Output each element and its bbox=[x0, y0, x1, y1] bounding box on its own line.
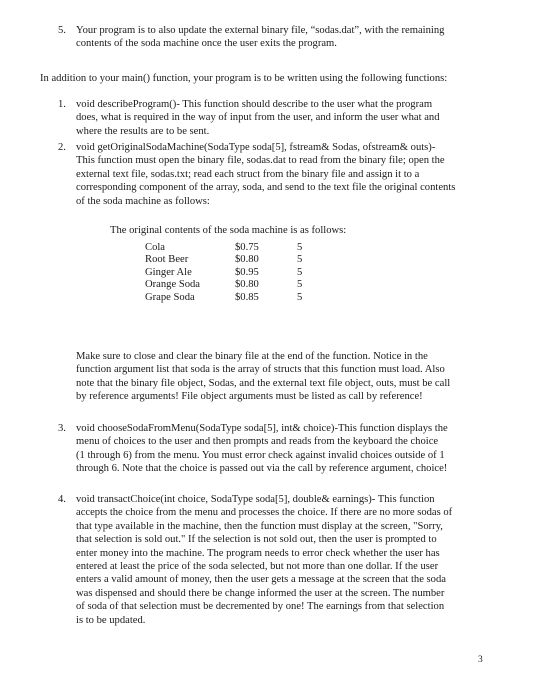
item-text bbox=[76, 422, 498, 476]
function-item-2 bbox=[58, 141, 498, 208]
text-line: that selection is sold out." If the selection is not sold out, then the user is prompted to bbox=[76, 534, 437, 546]
text-line: Your program is to also update the external binary file, “sodas.dat”, with the remaining bbox=[76, 25, 445, 36]
function-item-4 bbox=[58, 493, 498, 627]
function-item-1 bbox=[58, 98, 498, 138]
text-line: is to be updated. bbox=[76, 614, 146, 626]
soda-contents-heading: The original contents of the soda machine is as follows: bbox=[110, 225, 347, 236]
item-number: 1. bbox=[58, 99, 66, 110]
page-number: 3 bbox=[478, 655, 483, 665]
function-item-3 bbox=[58, 422, 498, 476]
text-line: function argument list that soda is the array of structs that this function must load. Also bbox=[76, 364, 445, 376]
text-line: contents of the soda machine once the user exits the program. bbox=[76, 38, 337, 50]
soda-quantity: 5 bbox=[297, 291, 303, 303]
text-line: void transactChoice(int choice, SodaType soda[5], double& earnings)- This function bbox=[76, 494, 435, 505]
text-line: menu of choices to the user and then prompts and reads from the keyboard the choice bbox=[76, 436, 439, 448]
text-line: that type available in the machine, then the function must display at the screen, "Sorry, bbox=[76, 520, 443, 532]
text-line: of soda of that selection must be decremented by one! The earnings from that selection bbox=[76, 601, 445, 613]
soda-price: $0.80 bbox=[235, 254, 259, 266]
text-line: Make sure to close and clear the binary file at the end of the function. Notice in the bbox=[76, 351, 428, 362]
soda-name: Ginger Ale bbox=[145, 266, 192, 278]
text-line: (1 through 6) from the menu. You must error check against invalid choices outside of 1 bbox=[76, 449, 445, 461]
table-row bbox=[145, 254, 317, 266]
table-row bbox=[145, 242, 317, 254]
soda-quantity: 5 bbox=[297, 254, 303, 266]
soda-quantity: 5 bbox=[297, 266, 303, 278]
item-number: 2. bbox=[58, 142, 66, 153]
item-number: 4. bbox=[58, 494, 66, 505]
text-line: through 6. Note that the choice is passed out via the call by reference argument, choice! bbox=[76, 463, 448, 475]
item-text bbox=[76, 493, 498, 627]
text-line: enter money into the machine. The program needs to error check whether the user has bbox=[76, 547, 440, 559]
table-row bbox=[145, 292, 317, 304]
soda-name: Cola bbox=[145, 242, 166, 253]
item-number: 5. bbox=[58, 25, 66, 36]
text-line: This function must open the binary file, sodas.dat to read from the binary file; open the bbox=[76, 155, 445, 167]
soda-contents-table bbox=[145, 242, 317, 304]
soda-name: Orange Soda bbox=[145, 279, 201, 291]
text-line: enters a valid amount of money, then the user gets a message at the screen that the soda bbox=[76, 574, 446, 586]
table-row bbox=[145, 267, 317, 279]
requirement-item-5 bbox=[58, 24, 498, 51]
text-line: where the results are to be sent. bbox=[76, 125, 210, 137]
functions-intro: In addition to your main() function, your program is to be written using the following functions: bbox=[40, 73, 448, 84]
item-number: 3. bbox=[58, 423, 66, 434]
text-line: note that the binary file object, Sodas, and the external text file object, outs, must be call bbox=[76, 377, 451, 389]
item-text bbox=[76, 141, 498, 208]
function-2-note bbox=[76, 350, 506, 404]
text-line: external text file, sodas.txt; read each struct from the binary file and assign it to a bbox=[76, 168, 420, 180]
text-line: of the soda machine as follows: bbox=[76, 195, 210, 207]
text-line: does, what is required in the way of input from the user, and inform the user what and bbox=[76, 112, 440, 124]
text-line: entered at least the price of the soda selected, but not more than one dollar. If the user bbox=[76, 561, 439, 573]
item-text bbox=[76, 24, 498, 51]
text-line: void describeProgram()- This function should describe to the user what the program bbox=[76, 99, 433, 110]
soda-quantity: 5 bbox=[297, 242, 303, 253]
soda-quantity: 5 bbox=[297, 279, 303, 291]
text-line: void getOriginalSodaMachine(SodaType soda[5], fstream& Sodas, ofstream& outs)- bbox=[76, 142, 436, 153]
text-line: by reference arguments! File object arguments must be listed as call by reference! bbox=[76, 391, 423, 403]
text-line: corresponding component of the array, soda, and send to the text file the original contents bbox=[76, 182, 456, 194]
soda-price: $0.85 bbox=[235, 291, 259, 303]
soda-price: $0.80 bbox=[235, 279, 259, 291]
table-row bbox=[145, 279, 317, 291]
text-line: accepts the choice from the menu and processes the choice. If there are no more sodas of bbox=[76, 507, 453, 519]
soda-price: $0.75 bbox=[235, 242, 259, 253]
text-line: was dispensed and should there be change informed the user at the screen. The number bbox=[76, 587, 445, 599]
soda-price: $0.95 bbox=[235, 266, 259, 278]
text-line: void chooseSodaFromMenu(SodaType soda[5], int& choice)-This function displays the bbox=[76, 423, 448, 434]
soda-name: Root Beer bbox=[145, 254, 189, 266]
soda-name: Grape Soda bbox=[145, 291, 195, 303]
item-text bbox=[76, 98, 498, 138]
